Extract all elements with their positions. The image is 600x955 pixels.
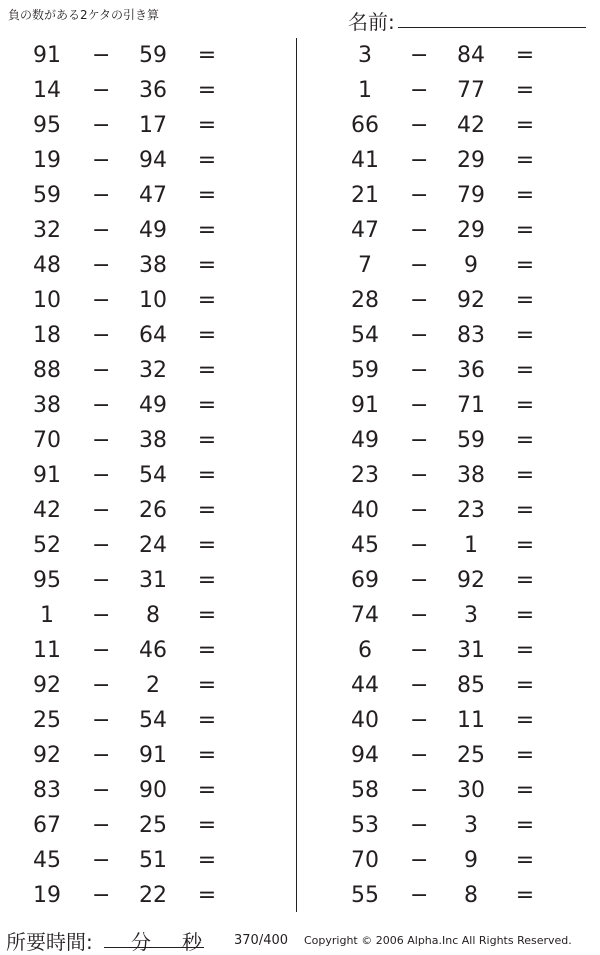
subtrahend: 8 [464, 883, 478, 908]
equals-sign: = [515, 638, 535, 663]
minus-sign: − [410, 288, 429, 313]
equals-sign: = [197, 673, 217, 698]
minuend: 45 [33, 848, 61, 873]
equals-sign: = [197, 638, 217, 663]
minuend: 10 [33, 288, 61, 313]
subtrahend: 29 [457, 148, 485, 173]
subtrahend: 42 [457, 113, 485, 138]
equals-sign: = [197, 358, 217, 383]
problem-row [0, 843, 290, 878]
minus-sign: − [410, 43, 429, 68]
problem-row [318, 318, 600, 353]
subtrahend: 47 [139, 183, 167, 208]
minus-sign: − [92, 603, 111, 628]
subtrahend: 31 [457, 638, 485, 663]
minuend: 70 [351, 848, 379, 873]
subtrahend: 36 [139, 78, 167, 103]
problem-row [318, 773, 600, 808]
seconds-label: 秒 [182, 930, 202, 954]
equals-sign: = [515, 148, 535, 173]
minuend: 45 [351, 533, 379, 558]
problem-row [0, 388, 290, 423]
problem-row [318, 878, 600, 913]
minus-sign: − [92, 428, 111, 453]
minus-sign: − [410, 323, 429, 348]
problem-row [318, 808, 600, 843]
minuend: 38 [33, 393, 61, 418]
equals-sign: = [515, 183, 535, 208]
problem-row [0, 598, 290, 633]
minuend: 92 [33, 673, 61, 698]
problem-row [0, 703, 290, 738]
subtrahend: 64 [139, 323, 167, 348]
equals-sign: = [515, 358, 535, 383]
subtrahend: 79 [457, 183, 485, 208]
equals-sign: = [515, 393, 535, 418]
minuend: 11 [33, 638, 61, 663]
equals-sign: = [515, 323, 535, 348]
minuend: 58 [351, 778, 379, 803]
subtrahend: 31 [139, 568, 167, 593]
minuend: 48 [33, 253, 61, 278]
minuend: 7 [358, 253, 372, 278]
minuend: 1 [40, 603, 54, 628]
subtrahend: 77 [457, 78, 485, 103]
minus-sign: − [410, 708, 429, 733]
subtrahend: 8 [146, 603, 160, 628]
minuend: 28 [351, 288, 379, 313]
problem-row [0, 808, 290, 843]
subtrahend: 29 [457, 218, 485, 243]
minus-sign: − [92, 743, 111, 768]
equals-sign: = [197, 428, 217, 453]
minus-sign: − [92, 358, 111, 383]
subtrahend: 25 [457, 743, 485, 768]
equals-sign: = [197, 813, 217, 838]
minuend: 32 [33, 218, 61, 243]
minuend: 3 [358, 43, 372, 68]
minuend: 66 [351, 113, 379, 138]
minuend: 19 [33, 883, 61, 908]
problem-row [0, 668, 290, 703]
subtrahend: 25 [139, 813, 167, 838]
equals-sign: = [515, 568, 535, 593]
minuend: 94 [351, 743, 379, 768]
subtrahend: 83 [457, 323, 485, 348]
minus-sign: − [92, 463, 111, 488]
minus-sign: − [410, 813, 429, 838]
problem-row [318, 283, 600, 318]
minus-sign: − [410, 883, 429, 908]
problem-row [0, 73, 290, 108]
problem-row [0, 773, 290, 808]
equals-sign: = [515, 708, 535, 733]
problem-row [318, 458, 600, 493]
equals-sign: = [515, 253, 535, 278]
minus-sign: − [92, 148, 111, 173]
minuend: 40 [351, 708, 379, 733]
minuend: 55 [351, 883, 379, 908]
minuend: 70 [33, 428, 61, 453]
problem-row [318, 143, 600, 178]
minus-sign: − [410, 638, 429, 663]
problem-row [0, 178, 290, 213]
subtrahend: 32 [139, 358, 167, 383]
minus-sign: − [410, 498, 429, 523]
equals-sign: = [197, 323, 217, 348]
equals-sign: = [515, 428, 535, 453]
name-label: 名前: [348, 10, 395, 34]
subtrahend: 84 [457, 43, 485, 68]
subtrahend: 49 [139, 393, 167, 418]
equals-sign: = [515, 848, 535, 873]
minus-sign: − [92, 673, 111, 698]
subtrahend: 94 [139, 148, 167, 173]
subtrahend: 90 [139, 778, 167, 803]
problem-row [318, 668, 600, 703]
minuend: 6 [358, 638, 372, 663]
subtrahend: 51 [139, 848, 167, 873]
equals-sign: = [197, 708, 217, 733]
minuend: 21 [351, 183, 379, 208]
problem-row [318, 213, 600, 248]
page-number: 370/400 [234, 933, 289, 948]
minus-sign: − [92, 813, 111, 838]
minus-sign: − [92, 498, 111, 523]
minus-sign: − [92, 43, 111, 68]
equals-sign: = [197, 778, 217, 803]
equals-sign: = [515, 218, 535, 243]
subtrahend: 54 [139, 463, 167, 488]
subtrahend: 71 [457, 393, 485, 418]
problem-row [0, 563, 290, 598]
problem-row [318, 843, 600, 878]
minus-sign: − [410, 78, 429, 103]
problem-row [0, 143, 290, 178]
equals-sign: = [197, 883, 217, 908]
subtrahend: 2 [146, 673, 160, 698]
equals-sign: = [515, 78, 535, 103]
minuend: 92 [33, 743, 61, 768]
equals-sign: = [515, 288, 535, 313]
problem-row [318, 178, 600, 213]
minuend: 1 [358, 78, 372, 103]
equals-sign: = [515, 113, 535, 138]
equals-sign: = [515, 463, 535, 488]
problem-row [0, 283, 290, 318]
problem-row [0, 108, 290, 143]
subtrahend: 17 [139, 113, 167, 138]
minuend: 25 [33, 708, 61, 733]
minus-sign: − [410, 113, 429, 138]
minus-sign: − [92, 883, 111, 908]
minuend: 59 [351, 358, 379, 383]
minuend: 47 [351, 218, 379, 243]
equals-sign: = [197, 253, 217, 278]
minus-sign: − [92, 533, 111, 558]
minus-sign: − [92, 78, 111, 103]
minus-sign: − [410, 393, 429, 418]
problem-row [0, 38, 290, 73]
minuend: 18 [33, 323, 61, 348]
equals-sign: = [197, 183, 217, 208]
minus-sign: − [92, 218, 111, 243]
subtrahend: 11 [457, 708, 485, 733]
minuend: 95 [33, 113, 61, 138]
minus-sign: − [410, 673, 429, 698]
minus-sign: − [92, 568, 111, 593]
minus-sign: − [410, 253, 429, 278]
minuend: 40 [351, 498, 379, 523]
minus-sign: − [92, 253, 111, 278]
minuend: 91 [33, 463, 61, 488]
equals-sign: = [197, 113, 217, 138]
minuend: 83 [33, 778, 61, 803]
problem-row [318, 738, 600, 773]
equals-sign: = [197, 533, 217, 558]
problem-row [0, 213, 290, 248]
subtrahend: 92 [457, 568, 485, 593]
worksheet-title: 負の数がある2ケタの引き算 [8, 8, 160, 22]
subtrahend: 49 [139, 218, 167, 243]
minus-sign: − [410, 428, 429, 453]
subtrahend: 91 [139, 743, 167, 768]
minus-sign: − [410, 533, 429, 558]
subtrahend: 59 [139, 43, 167, 68]
subtrahend: 3 [464, 813, 478, 838]
minus-sign: − [92, 393, 111, 418]
equals-sign: = [197, 148, 217, 173]
subtrahend: 46 [139, 638, 167, 663]
problem-row [0, 423, 290, 458]
equals-sign: = [197, 603, 217, 628]
problem-row [0, 528, 290, 563]
subtrahend: 23 [457, 498, 485, 523]
equals-sign: = [515, 43, 535, 68]
minus-sign: − [410, 463, 429, 488]
copyright: Copyright © 2006 Alpha.Inc All Rights Reserved. [304, 934, 572, 947]
equals-sign: = [197, 743, 217, 768]
minuend: 44 [351, 673, 379, 698]
minutes-label: 分 [131, 930, 151, 954]
minus-sign: − [410, 148, 429, 173]
problem-row [318, 388, 600, 423]
time-label: 所要時間: [6, 930, 93, 954]
subtrahend: 22 [139, 883, 167, 908]
equals-sign: = [197, 288, 217, 313]
problem-row [0, 738, 290, 773]
problem-row [318, 493, 600, 528]
minus-sign: − [410, 778, 429, 803]
minuend: 59 [33, 183, 61, 208]
equals-sign: = [197, 568, 217, 593]
minus-sign: − [410, 183, 429, 208]
minus-sign: − [92, 288, 111, 313]
problem-row [318, 563, 600, 598]
minus-sign: − [410, 603, 429, 628]
minus-sign: − [92, 183, 111, 208]
equals-sign: = [515, 743, 535, 768]
minus-sign: − [410, 218, 429, 243]
equals-sign: = [197, 463, 217, 488]
minus-sign: − [92, 638, 111, 663]
subtrahend: 9 [464, 253, 478, 278]
minuend: 53 [351, 813, 379, 838]
equals-sign: = [515, 813, 535, 838]
subtrahend: 38 [457, 463, 485, 488]
right-problem-column [318, 38, 600, 913]
minuend: 88 [33, 358, 61, 383]
minuend: 54 [351, 323, 379, 348]
subtrahend: 59 [457, 428, 485, 453]
subtrahend: 54 [139, 708, 167, 733]
minuend: 69 [351, 568, 379, 593]
problem-row [318, 703, 600, 738]
minus-sign: − [410, 358, 429, 383]
equals-sign: = [515, 498, 535, 523]
problem-row [0, 353, 290, 388]
subtrahend: 1 [464, 533, 478, 558]
left-problem-column [0, 38, 290, 913]
minus-sign: − [92, 113, 111, 138]
equals-sign: = [515, 778, 535, 803]
problem-row [0, 248, 290, 283]
minuend: 42 [33, 498, 61, 523]
subtrahend: 24 [139, 533, 167, 558]
equals-sign: = [197, 498, 217, 523]
problem-row [318, 598, 600, 633]
equals-sign: = [197, 848, 217, 873]
subtrahend: 30 [457, 778, 485, 803]
equals-sign: = [515, 533, 535, 558]
minus-sign: − [410, 568, 429, 593]
subtrahend: 36 [457, 358, 485, 383]
minuend: 67 [33, 813, 61, 838]
subtrahend: 38 [139, 428, 167, 453]
equals-sign: = [197, 43, 217, 68]
problem-row [318, 633, 600, 668]
minus-sign: − [92, 323, 111, 348]
subtrahend: 38 [139, 253, 167, 278]
subtrahend: 92 [457, 288, 485, 313]
minuend: 41 [351, 148, 379, 173]
column-divider [296, 38, 297, 912]
subtrahend: 26 [139, 498, 167, 523]
minus-sign: − [92, 778, 111, 803]
equals-sign: = [197, 393, 217, 418]
equals-sign: = [515, 673, 535, 698]
problem-row [318, 38, 600, 73]
equals-sign: = [197, 78, 217, 103]
problem-row [0, 318, 290, 353]
minuend: 19 [33, 148, 61, 173]
minuend: 14 [33, 78, 61, 103]
problem-row [318, 353, 600, 388]
minuend: 52 [33, 533, 61, 558]
problem-row [318, 73, 600, 108]
minuend: 23 [351, 463, 379, 488]
problem-row [0, 633, 290, 668]
minuend: 95 [33, 568, 61, 593]
problem-row [0, 458, 290, 493]
name-field-line[interactable] [398, 27, 586, 28]
problem-row [0, 878, 290, 913]
minus-sign: − [92, 848, 111, 873]
minus-sign: − [410, 848, 429, 873]
problem-row [318, 528, 600, 563]
subtrahend: 3 [464, 603, 478, 628]
minus-sign: − [410, 743, 429, 768]
problem-row [318, 423, 600, 458]
subtrahend: 85 [457, 673, 485, 698]
minuend: 91 [351, 393, 379, 418]
minuend: 49 [351, 428, 379, 453]
problem-row [0, 493, 290, 528]
problem-row [318, 248, 600, 283]
problem-row [318, 108, 600, 143]
minus-sign: − [92, 708, 111, 733]
minuend: 74 [351, 603, 379, 628]
minuend: 91 [33, 43, 61, 68]
subtrahend: 9 [464, 848, 478, 873]
equals-sign: = [515, 603, 535, 628]
subtrahend: 10 [139, 288, 167, 313]
equals-sign: = [515, 883, 535, 908]
equals-sign: = [197, 218, 217, 243]
